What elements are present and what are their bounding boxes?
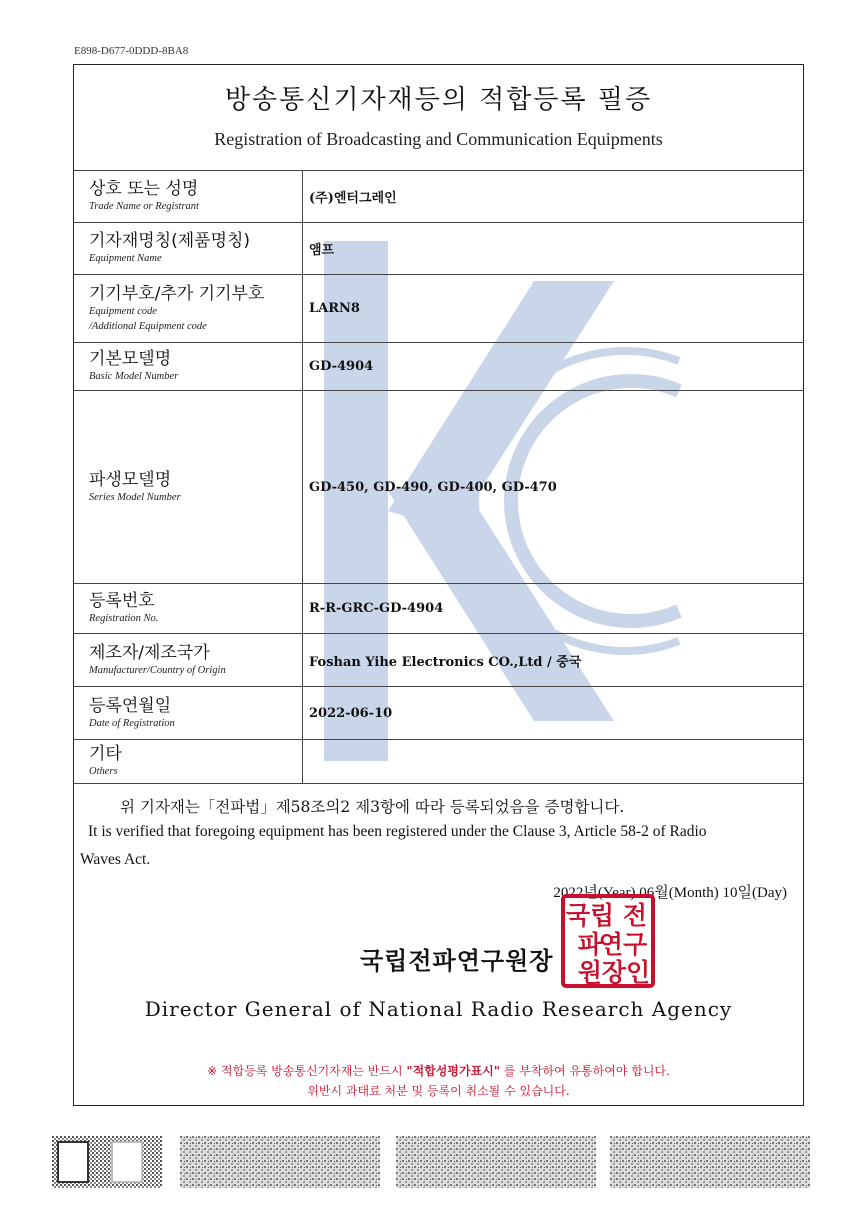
title-korean: 방송통신기자재등의 적합등록 필증: [224, 85, 653, 115]
row-label-en: Equipment code: [89, 305, 157, 317]
equipment-name-value: 앰프: [303, 223, 805, 275]
svg-text:전: 전: [622, 901, 648, 930]
table-row: [73, 223, 804, 275]
row-label-ko: 등록연월일: [89, 695, 172, 716]
notice-line2: 위반시 과태료 처분 및 등록이 취소될 수 있습니다.: [307, 1084, 570, 1098]
notice: [74, 1061, 803, 1101]
row-label-ko: 기타: [89, 744, 122, 764]
barcode-2: [396, 1136, 596, 1188]
issuer-name: 국립전파연구원장: [360, 947, 554, 975]
notice-suffix: 를 부착하여 유통하여야 합니다.: [503, 1064, 670, 1078]
row-label-en: Trade Name or Registrant: [89, 201, 199, 212]
official-seal-stamp: [560, 893, 656, 989]
director-title: Director General of National Radio Research Agency: [144, 997, 733, 1021]
trade-name-value: (주)엔터그레인: [303, 171, 805, 223]
document-id: E898-D677-0DDD-8BA8: [74, 45, 189, 57]
notice-highlight: "적합성평가표시": [406, 1064, 501, 1078]
table-row: [73, 275, 804, 343]
table-row: [73, 740, 804, 784]
registration-table: [73, 170, 804, 784]
row-label-en: Series Model Number: [89, 491, 181, 503]
table-row: [73, 634, 804, 687]
statement-english-line2: Waves Act.: [80, 851, 151, 868]
series-model-value: GD-450, GD-490, GD-400, GD-470: [303, 391, 805, 584]
statement-english-line1: It is verified that foregoing equipment has been registered under the Clause 3, Article 58-2 of Radio: [88, 823, 707, 840]
svg-text:연구: 연구: [598, 930, 648, 959]
row-label-ko: 상호 또는 성명: [89, 179, 199, 199]
registration-date-value: 2022-06-10: [303, 687, 805, 740]
row-label-ko: 기본모델명: [89, 349, 172, 369]
qr-code: [52, 1136, 162, 1188]
equipment-code-value: LARN8: [303, 275, 805, 343]
table-row: [73, 584, 804, 634]
barcode-3: [610, 1136, 810, 1188]
notice-prefix: ※ 적합등록 방송통신기자재는 반드시: [207, 1064, 403, 1078]
row-label-ko: 파생모델명: [89, 469, 172, 490]
row-label-en: Equipment Name: [89, 253, 162, 264]
issue-date: 2022년(Year) 06월(Month) 10일(Day): [553, 885, 787, 901]
manufacturer-value: Foshan Yihe Electronics CO.,Ltd / 중국: [303, 634, 805, 687]
svg-text:장인: 장인: [601, 958, 651, 987]
row-label-en: Date of Registration: [89, 717, 175, 729]
statement-korean: 위 기자재는「전파법」제58조의2 제3항에 따라 등록되었음을 증명합니다.: [120, 798, 625, 816]
others-value: [303, 740, 805, 784]
certificate-frame: [73, 64, 804, 1106]
basic-model-value: GD-4904: [303, 343, 805, 391]
table-row: [73, 343, 804, 391]
table-row: [73, 391, 804, 584]
row-label-en: Manufacturer/Country of Origin: [89, 664, 226, 676]
row-label-en-2: /Additional Equipment code: [89, 320, 207, 332]
registration-number-value: R-R-GRC-GD-4904: [303, 584, 805, 634]
title-english: Registration of Broadcasting and Communication Equipments: [214, 129, 663, 149]
svg-text:국립: 국립: [565, 901, 615, 930]
table-row: [73, 687, 804, 740]
security-barcodes: [52, 1136, 812, 1188]
table-row: [73, 171, 804, 223]
row-label-ko: 기기부호/추가 기기부호: [89, 283, 265, 304]
row-label-en: Registration No.: [89, 613, 159, 624]
notice-line1: [74, 1061, 803, 1081]
barcode-1: [180, 1136, 380, 1188]
row-label-ko: 제조자/제조국가: [89, 642, 210, 663]
row-label-ko: 등록번호: [89, 591, 155, 611]
row-label-ko: 기자재명칭(제품명칭): [89, 231, 251, 251]
svg-text:파: 파: [577, 930, 603, 959]
svg-text:원: 원: [577, 958, 603, 987]
row-label-en: Basic Model Number: [89, 371, 179, 382]
row-label-en: Others: [89, 766, 118, 777]
